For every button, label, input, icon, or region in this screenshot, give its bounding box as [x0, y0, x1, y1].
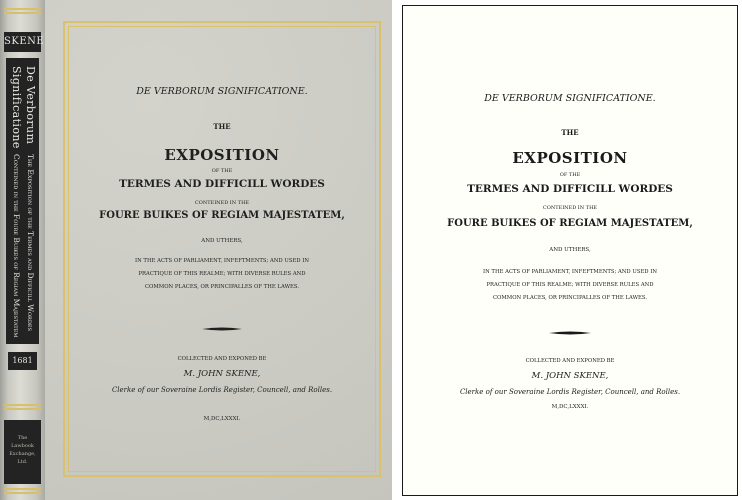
cover-acts-line2: PRACTIQUE OF THIS REALME; WITH DIVERSE RULES AND [138, 271, 306, 277]
spine-subtitle-line2: Conteined in the Foure Buikes of Regiam Majestatem [12, 154, 21, 338]
cover-clerke: Clerke of our Soveraine Lordis Register, Councell, and Rolles. [111, 386, 333, 394]
page-collected: COLLECTED AND EXPONED BE [525, 358, 615, 364]
cover-acts-line3: COMMON PLACES, OR PRINCIPALLES OF THE LAWES. [144, 284, 300, 290]
cover-title-block [75, 30, 369, 450]
spine-publisher-line: Exchange, [9, 451, 36, 457]
cover-ornament-rule [202, 326, 242, 332]
front-cover [45, 0, 392, 500]
spine-year-label: 1681 [8, 352, 37, 370]
cover-author: M. JOHN SKENE, [183, 369, 261, 379]
spine-publisher-label [4, 420, 41, 484]
page-ornament-rule [549, 330, 591, 336]
page-date: M,DC,LXXXI. [551, 404, 589, 410]
page-latin-title: DE VERBORUM SIGNIFICATIONE. [484, 93, 656, 104]
page-acts-line3: COMMON PLACES, OR PRINCIPALLES OF THE LAWES. [492, 295, 648, 301]
spine-publisher-line: Lawbook [11, 443, 34, 449]
spine-gold-band [4, 488, 41, 490]
cover-termes: TERMES AND DIFFICILL WORDES [119, 178, 325, 190]
spine-gold-band [4, 404, 41, 406]
cover-date: M,DC,LXXXI. [203, 416, 241, 422]
cover-exposition: EXPOSITION [164, 146, 280, 164]
spine-author-label: SKENE [4, 32, 41, 52]
page-acts-line2: PRACTIQUE OF THIS REALME; WITH DIVERSE RULES AND [486, 282, 654, 288]
page-foure-buikes: FOURE BUIKES OF REGIAM MAJESTATEM, [447, 218, 693, 229]
page-acts-line1: IN THE ACTS OF PARLIAMENT, INFEFTMENTS; AND USED IN [483, 269, 657, 275]
page-title-block [409, 6, 731, 495]
cover-collected: COLLECTED AND EXPONED BE [177, 356, 267, 362]
spine-gold-band [4, 8, 41, 10]
cover-conteined: CONTEINED IN THE [194, 200, 250, 206]
cover-acts-line1: IN THE ACTS OF PARLIAMENT, INFEFTMENTS; AND USED IN [135, 258, 309, 264]
spine-title-line2: Significatione [10, 66, 23, 149]
cover-of-the: OF THE [211, 168, 233, 174]
page-author: M. JOHN SKENE, [531, 371, 609, 381]
spine-gold-band [4, 492, 41, 494]
page-termes: TERMES AND DIFFICILL WORDES [467, 183, 673, 195]
spine-title-panel [6, 58, 39, 344]
spine-gold-band [4, 12, 41, 14]
cover-foure-buikes: FOURE BUIKES OF REGIAM MAJESTATEM, [99, 210, 345, 221]
spine-subtitle-line1: The Exposition of the Termes and Difficill Wordes [26, 154, 35, 331]
spine-publisher-line: Ltd. [17, 459, 28, 465]
page-and-uthers: AND UTHERS, [549, 247, 591, 253]
page-conteined: CONTEINED IN THE [542, 205, 598, 211]
cover-the: THE [213, 122, 231, 131]
facsimile-title-page [402, 5, 738, 496]
page-clerke: Clerke of our Soveraine Lordis Register, Councell, and Rolles. [459, 388, 681, 396]
cover-latin-title: DE VERBORUM SIGNIFICATIONE. [136, 86, 308, 97]
spine-publisher-line: The [17, 435, 28, 441]
page-the: THE [561, 128, 579, 137]
spine-title-line1: De Verborum [24, 66, 37, 145]
cover-and-uthers: AND UTHERS, [201, 238, 243, 244]
book-spine [0, 0, 46, 500]
page-exposition: EXPOSITION [512, 149, 628, 167]
spine-gold-band [4, 408, 41, 410]
page-of-the: OF THE [559, 172, 581, 178]
